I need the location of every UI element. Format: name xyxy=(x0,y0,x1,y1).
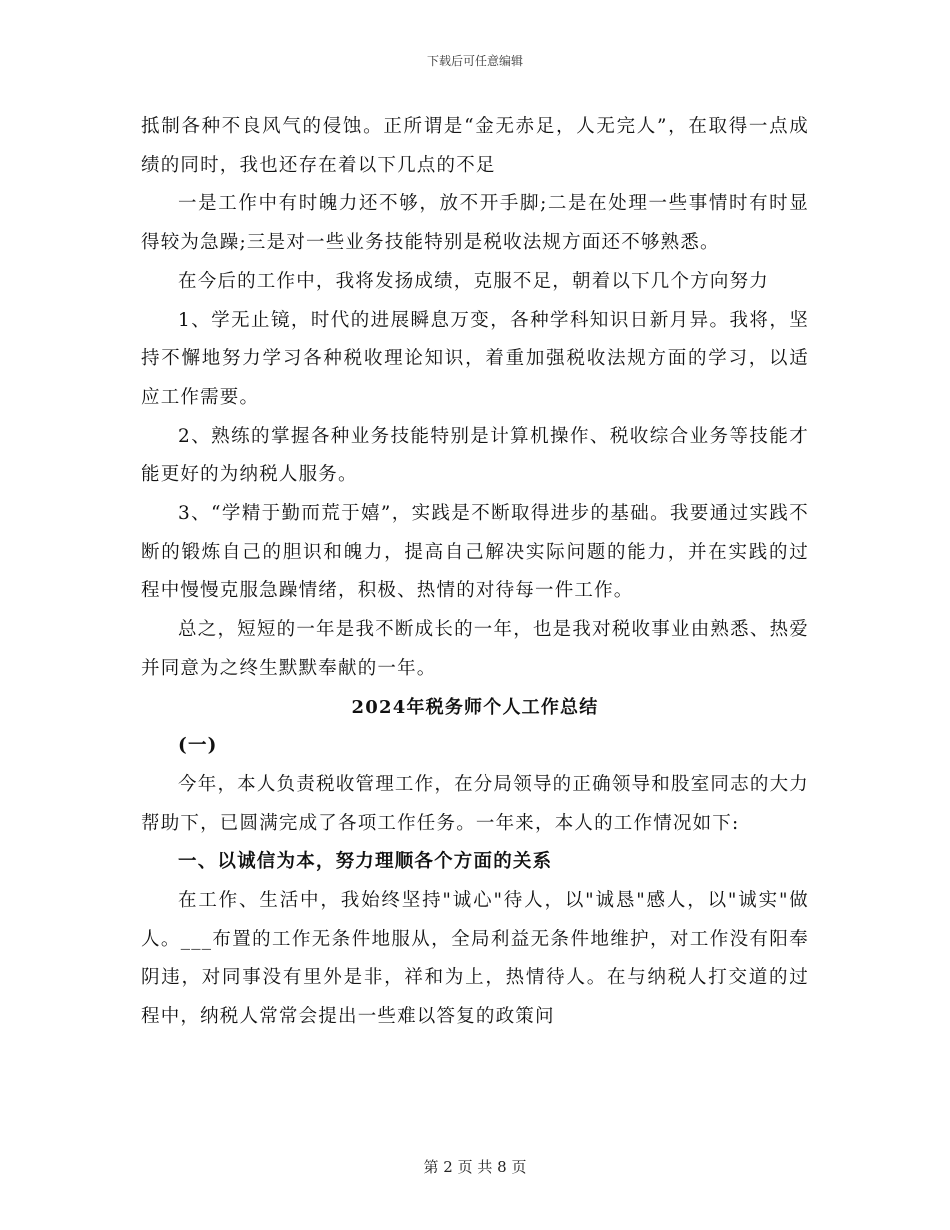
document-body xyxy=(141,108,809,1037)
page-footer: 第 2 页 共 8 页 xyxy=(423,1158,527,1176)
paragraph-item-2: 2、熟练的掌握各种业务技能特别是计算机操作、税收综合业务等技能才能更好的为纳税人服务。 xyxy=(141,425,809,486)
paragraph-conclusion: 总之，短短的一年是我不断成长的一年，也是我对税收事业由熟悉、热爱并同意为之终生默默奉献的一年。 xyxy=(141,619,809,679)
paragraph-item-3: 3、“学精于勤而荒于嬉”，实践是不断取得进步的基础。我要通过实践不断的锻炼自己的胆识和魄力，提高自己解决实际问题的能力，并在实践的过程中慢慢克服急躁情绪，积极、热情的对待每一件工作。 xyxy=(141,503,809,602)
paragraph-continuation: 抵制各种不良风气的侵蚀。正所谓是“金无赤足，人无完人”，在取得一点成绩的同时，我也还存在着以下几点的不足 xyxy=(141,116,809,176)
paragraph-integrity: 在工作、生活中，我始终坚持"诚心"待人，以"诚恳"感人，以"诚实"做人。___布置的工作无条件地服从，全局利益无条件地维护，对工作没有阳奉阴违，对同事没有里外是非，祥和为上，热情待人。在与纳税人打交道的过程中，纳税人常常会提出一些难以答复的政策问 xyxy=(141,890,809,1028)
paragraph-future-direction: 在今后的工作中，我将发扬成绩，克服不足，朝着以下几个方向努力 xyxy=(178,270,770,292)
paragraph-intro: 今年，本人负责税收管理工作，在分局领导的正确领导和股室同志的大力帮助下，已圆满完成了各项工作任务。一年来，本人的工作情况如下: xyxy=(141,773,809,834)
page-header: 下载后可任意编辑 xyxy=(426,54,523,68)
paragraph-shortcomings: 一是工作中有时魄力还不够，放不开手脚;二是在处理一些事情时有时显得较为急躁;三是对一些业务技能特别是税收法规方面还不够熟悉。 xyxy=(141,193,809,254)
paragraph-item-1: 1、学无止镜，时代的进展瞬息万变，各种学科知识日新月异。我将，坚持不懈地努力学习各种税收理论知识，着重加强税收法规方面的学习，以适应工作需要。 xyxy=(141,309,809,408)
section-title: 2024年税务师个人工作总结 xyxy=(351,696,599,718)
section-number: (一) xyxy=(178,735,218,757)
subsection-heading: 一、以诚信为本，努力理顺各个方面的关系 xyxy=(178,851,553,873)
